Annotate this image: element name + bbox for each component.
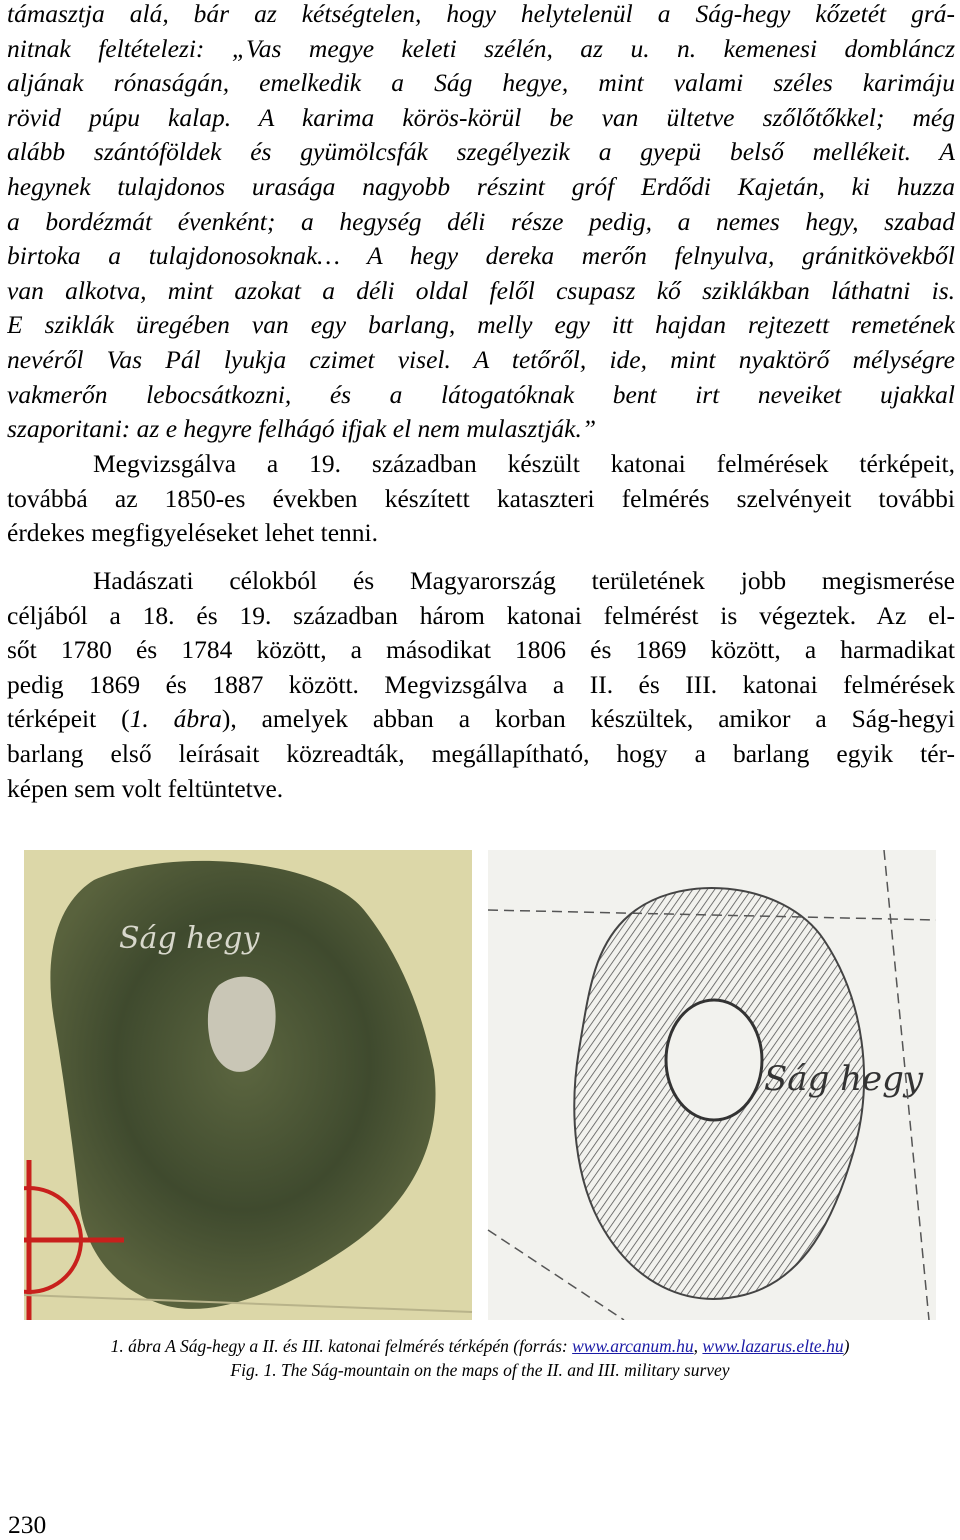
link-lazarus[interactable]: www.lazarus.elte.hu bbox=[702, 1336, 844, 1356]
map-label-left: Ság hegy bbox=[119, 921, 260, 956]
text-run: térképeit ( bbox=[7, 704, 130, 734]
quote-line: alább szántóföldek és gyümölcsfák szegélyezik a gyepü belső mellékeit. A bbox=[7, 137, 955, 167]
figure-reference: 1. ábra bbox=[129, 704, 222, 734]
paragraph-line: céljából a 18. és 19. században három katonai felmérést is végeztek. Az el- bbox=[7, 600, 955, 630]
quoted-passage bbox=[7, 0, 955, 447]
paragraph-line: továbbá az 1850-es években készített kataszteri felmérés szelvényeit további bbox=[7, 483, 955, 513]
paragraph-survey-maps bbox=[7, 447, 955, 551]
paragraph-military-surveys bbox=[7, 564, 955, 806]
figure-survey-maps bbox=[24, 850, 936, 1320]
page-number: 230 bbox=[8, 1510, 47, 1539]
paragraph-line bbox=[7, 702, 955, 737]
link-arcanum[interactable]: www.arcanum.hu bbox=[572, 1336, 694, 1356]
quote-line: nevéről Vas Pál lyukja czimet visel. A tetőről, ide, mint nyaktörő mélységre bbox=[7, 344, 955, 374]
map-label-right: Ság hegy bbox=[764, 1059, 924, 1099]
paragraph-line: Hadászati célokból és Magyarország területének jobb megismerése bbox=[93, 566, 955, 595]
paragraph-line: barlang első leírásait közreadták, megállapítható, hogy a barlang egyik tér- bbox=[7, 738, 955, 768]
quote-line: a bordézmát évenként; a hegység déli része pedig, a nemes hegy, szabad bbox=[7, 206, 955, 236]
figure-caption-en: Fig. 1. The Ság-mountain on the maps of the II. and III. military survey bbox=[230, 1360, 730, 1380]
caption-separator: , bbox=[693, 1336, 703, 1356]
paragraph-line: képen sem volt feltüntetve. bbox=[7, 773, 284, 803]
caption-text: ) bbox=[843, 1336, 850, 1356]
quote-line: támasztja alá, bár az kétségtelen, hogy helytelenül a Ság-hegy kőzetét grá- bbox=[7, 0, 955, 28]
map-third-survey bbox=[488, 850, 936, 1320]
quote-line: aljának rónaságán, emelkedik a Ság hegye, mint valami széles karimáju bbox=[7, 68, 955, 98]
quote-line: rövid púpu kalap. A karima körös-körül be van ültetve szőlőtőkkel; még bbox=[7, 102, 955, 132]
quote-line: vakmerőn lebocsátkozni, és a látogatóknak bent irt neveiket ujakkal bbox=[7, 379, 955, 409]
summit-crater bbox=[666, 1000, 762, 1120]
caption-text: 1. ábra A Ság-hegy a II. és III. katonai felmérés térképén (forrás: bbox=[110, 1336, 573, 1356]
quote-line: szaporitani: az e hegyre felhágó ifjak el nem mulasztják.” bbox=[7, 414, 597, 444]
quote-line: E sziklák üregében van egy barlang, melly egy itt hajdan rejtezett remetének bbox=[7, 310, 955, 340]
quote-line: nitnak feltételezi: „Vas megye keleti szélén, az u. n. kemenesi dombláncz bbox=[7, 33, 955, 63]
paragraph-line: pedig 1869 és 1887 között. Megvizsgálva a II. és III. katonai felmérések bbox=[7, 669, 955, 699]
quote-line: hegynek tulajdonos urasága nagyobb részint gróf Erdődi Kajetán, ki huzza bbox=[7, 171, 955, 201]
map-second-survey bbox=[24, 850, 472, 1320]
quote-line: birtoka a tulajdonosoknak… A hegy dereka merőn felnyulva, gránitkövekből bbox=[7, 241, 955, 271]
quote-line: van alkotva, mint azokat a déli oldal felől csupasz kő sziklákban láthatni is. bbox=[7, 275, 955, 305]
figure-caption-hu bbox=[0, 1336, 960, 1357]
paragraph-line: érdekes megfigyeléseket lehet tenni. bbox=[7, 518, 379, 548]
paragraph-line: Megvizsgálva a 19. században készült katonai felmérések térképeit, bbox=[93, 449, 955, 478]
text-run: ), amelyek abban a korban készültek, amikor a Ság-hegyi bbox=[221, 704, 955, 734]
paragraph-line: sőt 1780 és 1784 között, a másodikat 1806 és 1869 között, a harmadikat bbox=[7, 635, 955, 665]
